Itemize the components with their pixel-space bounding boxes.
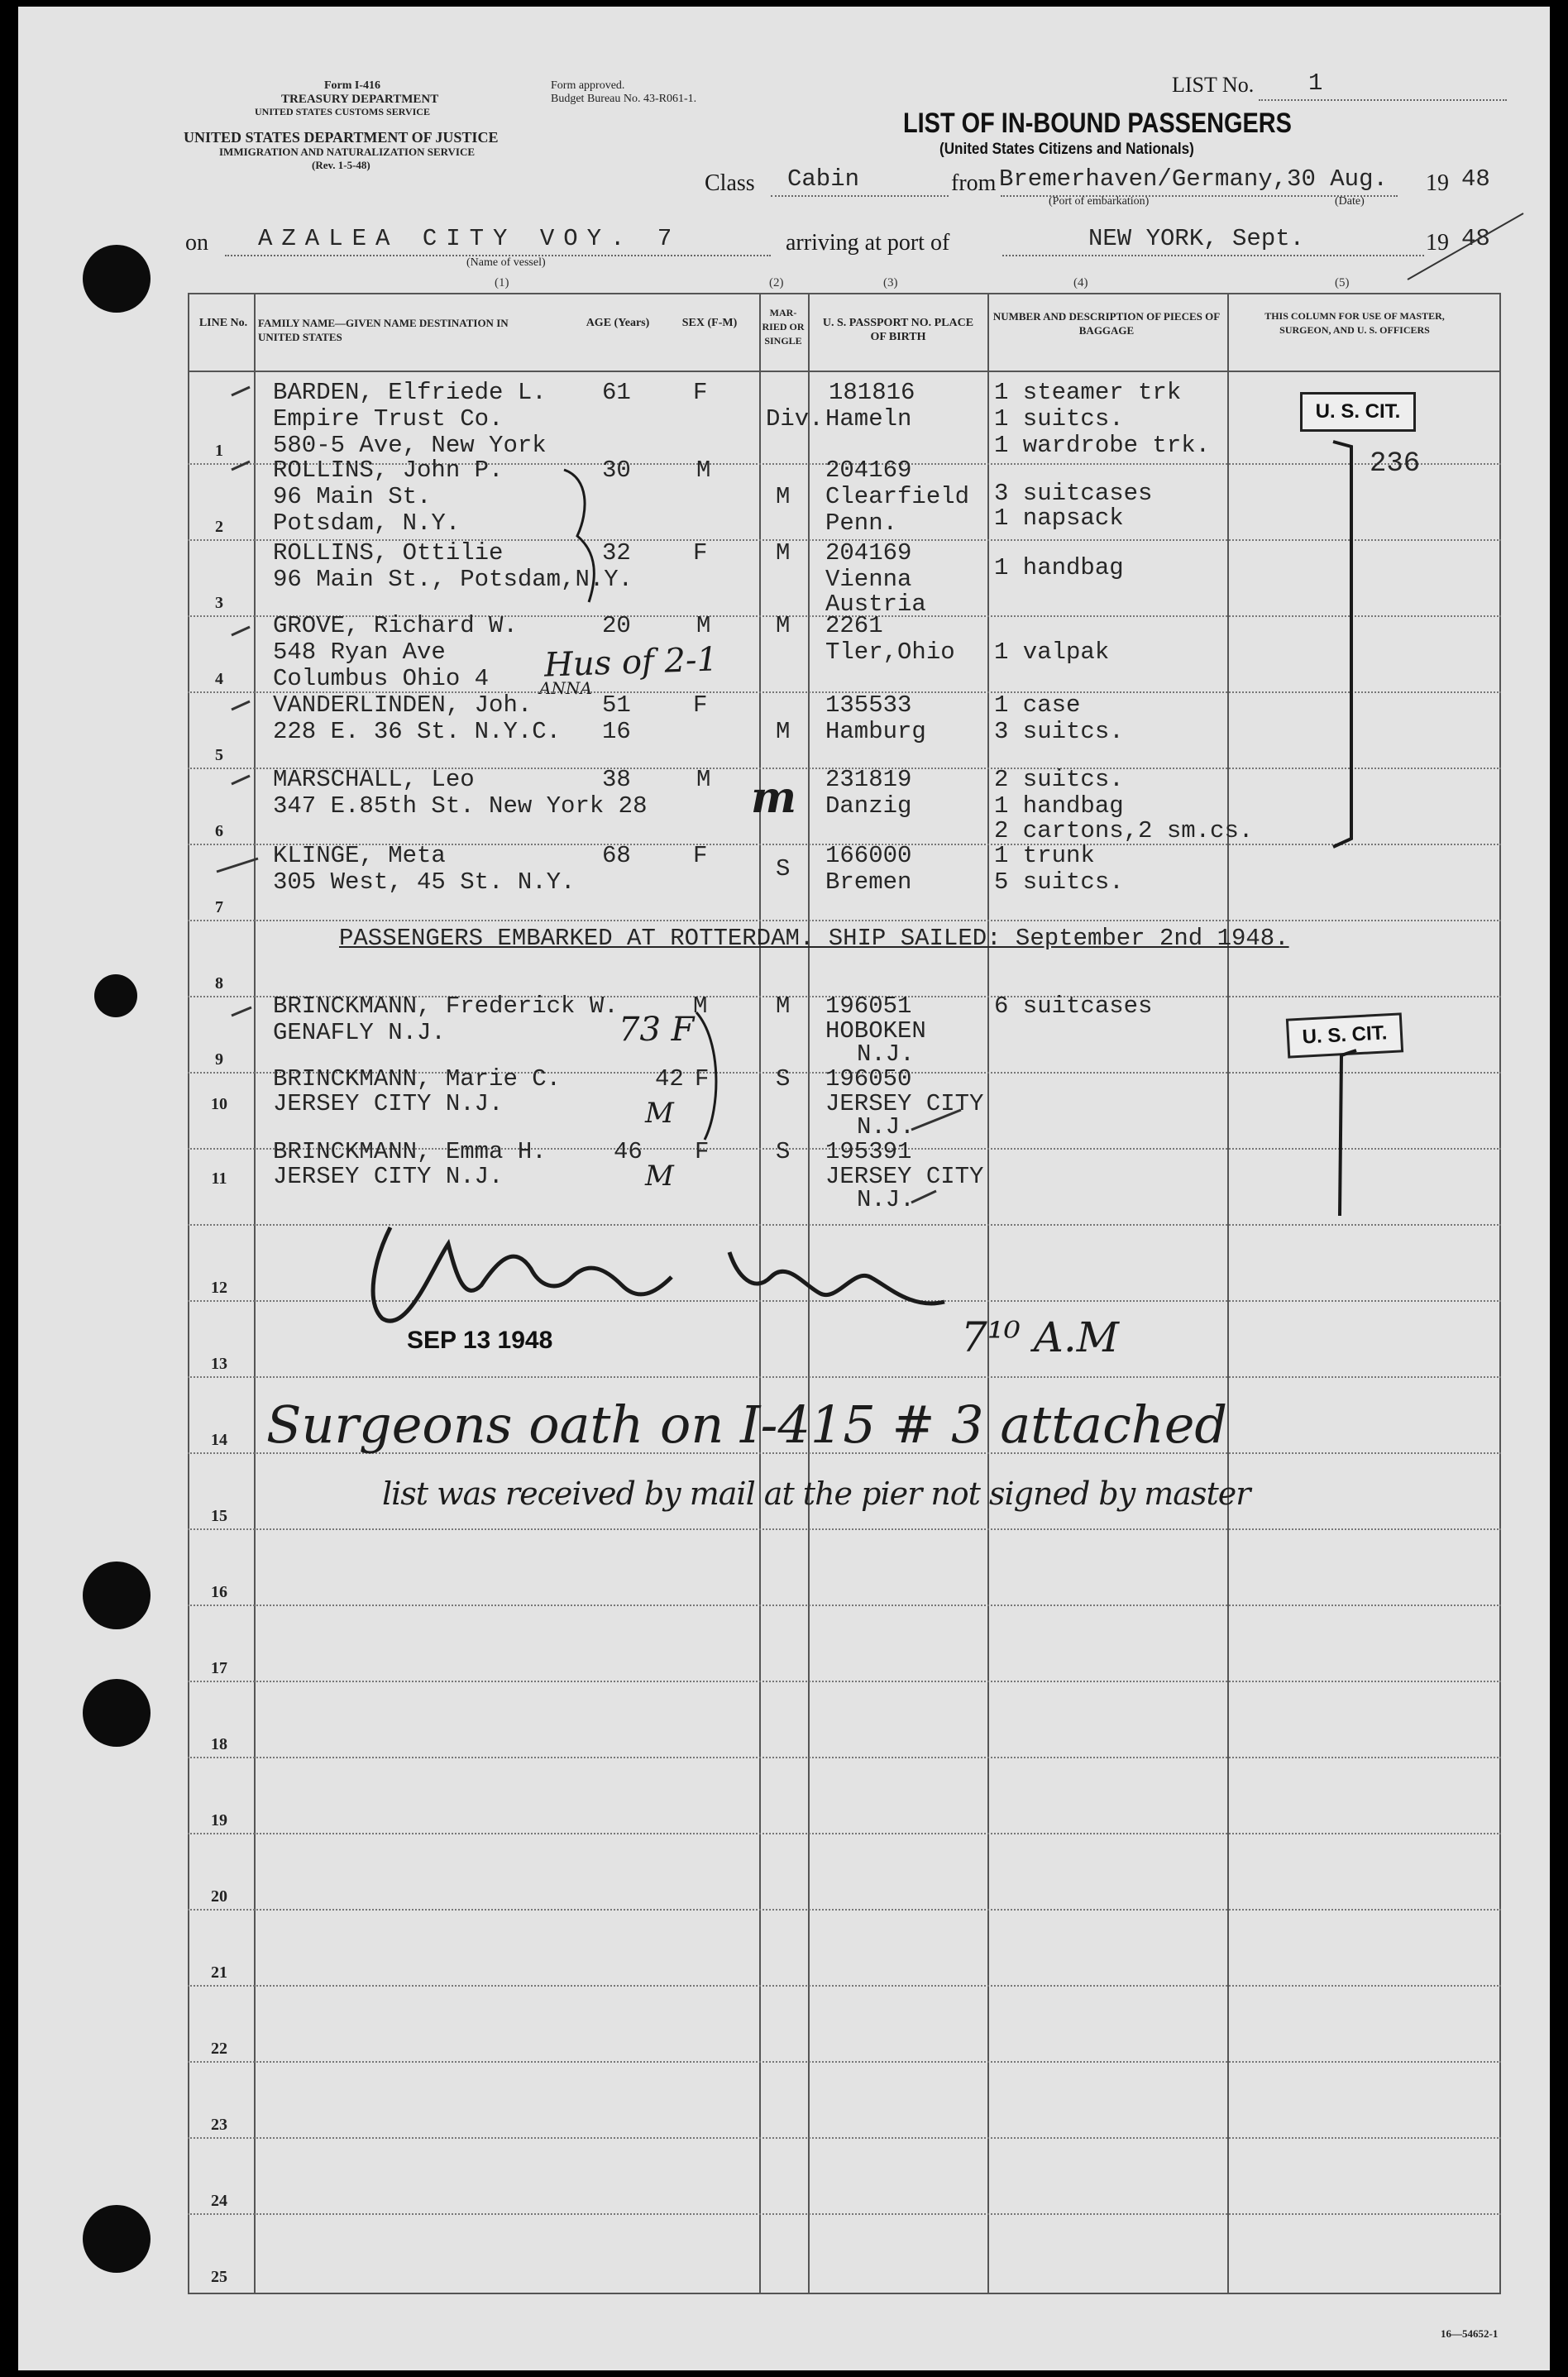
handwritten-surgeons-oath: Surgeons oath on I-415 # 3 attached: [266, 1394, 1228, 1455]
row-number: 22: [211, 2040, 227, 2058]
passenger-destination: Potsdam, N.Y.: [273, 509, 461, 537]
passenger-sex: F: [695, 1065, 710, 1093]
col-number-5: (5): [1335, 276, 1350, 289]
passenger-destination: 347 E.85th St. New York 28: [273, 792, 648, 820]
place-of-birth: Bremen: [825, 868, 912, 896]
vessel-year-prefix: 19: [1426, 230, 1449, 256]
passenger-name: ROLLINS, Ottilie: [273, 539, 504, 567]
passenger-age: 20: [602, 612, 631, 639]
header-name: FAMILY NAME—GIVEN NAME DESTINATION IN UNITED STATES: [258, 317, 509, 343]
passenger-sex: M: [696, 457, 711, 484]
port-caption: (Port of embarkation): [1049, 195, 1150, 208]
revision: (Rev. 1-5-48): [312, 159, 370, 171]
row-number: 20: [211, 1887, 227, 1906]
passenger-sex: M: [696, 766, 711, 793]
row-number: 19: [211, 1811, 227, 1829]
passenger-name: BARDEN, Elfriede L.: [273, 379, 547, 406]
rotterdam-note: PASSENGERS EMBARKED AT ROTTERDAM. SHIP SAILED: September 2nd 1948.: [339, 925, 1289, 952]
passenger-age: 42: [655, 1065, 684, 1093]
baggage-item: 6 suitcases: [994, 992, 1153, 1020]
passenger-destination: 96 Main St.: [273, 483, 432, 510]
vessel-name: AZALEA CITY VOY. 7: [258, 225, 681, 252]
vessel-year-value: 48: [1461, 225, 1490, 252]
baggage-item: 1 wardrobe trk.: [994, 432, 1211, 459]
passport-number: 135533: [825, 691, 912, 719]
place-of-birth: N.J.: [857, 1113, 915, 1141]
place-of-birth: Tler,Ohio: [825, 638, 955, 666]
passenger-age: 51: [602, 691, 631, 719]
passenger-name: BRINCKMANN, Frederick W.: [273, 992, 619, 1020]
place-of-birth: Danzig: [825, 792, 912, 820]
handwritten-age: 73 F: [619, 1011, 695, 1049]
passenger-name: ROLLINS, John P.: [273, 457, 504, 484]
passport-number: 196050: [825, 1065, 912, 1093]
handwritten-hus-of: Hus of 2-1: [543, 640, 719, 685]
place-of-birth: JERSEY CITY: [825, 1090, 984, 1117]
budget-bureau: Budget Bureau No. 43-R061-1.: [551, 93, 697, 105]
row-number: 16: [211, 1583, 227, 1601]
handwritten-mail-note: list was received by mail at the pier not signed by master: [382, 1475, 1250, 1512]
passenger-name: MARSCHALL, Leo: [273, 766, 475, 793]
passport-number: 181816: [829, 379, 915, 406]
treasury-dept: TREASURY DEPARTMENT: [281, 93, 439, 106]
row-number: 14: [211, 1431, 227, 1449]
place-of-birth: JERSEY CITY: [825, 1163, 984, 1190]
baggage-item: 1 suitcs.: [994, 405, 1124, 433]
place-of-birth: Hameln: [825, 405, 912, 433]
passenger-marital: Div.: [766, 405, 824, 433]
row-number: 2: [215, 518, 223, 536]
passenger-marital: M: [776, 718, 791, 745]
form-approved: Form approved.: [551, 79, 625, 92]
from-label: from: [951, 170, 997, 196]
annotation-strokes-icon: [18, 7, 1550, 2370]
header-married: MAR-RIED OR SINGLE: [762, 307, 805, 347]
baggage-item: 3 suitcases: [994, 480, 1153, 507]
us-cit-stamp: U. S. CIT.: [1286, 1012, 1403, 1058]
row-number: 8: [215, 974, 223, 992]
class-year-value: 48: [1461, 165, 1490, 193]
handwritten-anna: ANNA: [539, 678, 592, 698]
passenger-age-2: 16: [602, 718, 631, 745]
baggage-item: 5 suitcs.: [994, 868, 1124, 896]
row-number: 9: [215, 1050, 223, 1069]
passenger-sex: F: [693, 379, 708, 406]
passport-number: 204169: [825, 457, 912, 484]
row-number: 1: [215, 442, 223, 460]
passenger-marital: M: [776, 483, 791, 510]
footer-code: 16—54652-1: [1441, 2327, 1499, 2340]
passenger-sex: F: [693, 539, 708, 567]
header-sex: SEX (F-M): [681, 317, 738, 329]
vessel-caption: (Name of vessel): [466, 256, 546, 269]
passenger-sex: F: [693, 691, 708, 719]
passenger-sex: F: [693, 842, 708, 869]
passenger-age: 61: [602, 379, 631, 406]
header-line-no: LINE No.: [198, 317, 248, 329]
form-number: Form I-416: [324, 79, 381, 92]
baggage-item: 1 case: [994, 691, 1081, 719]
arriving-label: arriving at port of: [786, 230, 950, 256]
us-cit-stamp: U. S. CIT.: [1300, 392, 1416, 432]
row-number: 10: [211, 1095, 227, 1113]
passport-number: 231819: [825, 766, 912, 793]
place-of-birth: N.J.: [857, 1040, 915, 1068]
passenger-name: VANDERLINDEN, Joh.: [273, 691, 533, 719]
row-number: 18: [211, 1735, 227, 1753]
passenger-destination: JERSEY CITY N.J.: [273, 1163, 504, 1190]
header-passport: U. S. PASSPORT NO. PLACE OF BIRTH: [822, 317, 974, 343]
baggage-item: 1 steamer trk: [994, 379, 1182, 406]
class-value: Cabin: [787, 165, 860, 193]
passport-number: 2261: [825, 612, 883, 639]
passenger-name: GROVE, Richard W.: [273, 612, 518, 639]
place-of-birth: HOBOKEN: [825, 1017, 926, 1045]
customs-service: UNITED STATES CUSTOMS SERVICE: [255, 106, 430, 117]
class-year-prefix: 19: [1426, 170, 1449, 196]
handwritten-sex: M: [645, 1097, 674, 1130]
passenger-destination: 228 E. 36 St. N.Y.C.: [273, 718, 562, 745]
passenger-destination: Empire Trust Co.: [273, 405, 504, 433]
baggage-item: 1 napsack: [994, 505, 1124, 532]
row-number: 24: [211, 2192, 227, 2210]
passenger-age: 30: [602, 457, 631, 484]
place-of-birth: N.J.: [857, 1186, 915, 1213]
row-number: 15: [211, 1507, 227, 1525]
baggage-item: 2 cartons,2 sm.cs.: [994, 817, 1254, 844]
handwritten-time: 7¹⁰ A.M: [961, 1313, 1119, 1361]
passenger-marital: M: [776, 612, 791, 639]
col-number-4: (4): [1073, 276, 1088, 289]
passenger-marital: M: [776, 539, 791, 567]
place-of-birth: Penn.: [825, 509, 898, 537]
passenger-name: BRINCKMANN, Emma H.: [273, 1138, 547, 1165]
row-number: 17: [211, 1659, 227, 1677]
row-number: 4: [215, 670, 223, 688]
place-of-birth: Austria: [825, 591, 926, 618]
form-subtitle: (United States Citizens and Nationals): [939, 141, 1194, 158]
baggage-item: 1 handbag: [994, 792, 1124, 820]
place-of-birth: Vienna: [825, 566, 912, 593]
baggage-item: 3 suitcs.: [994, 718, 1124, 745]
baggage-item: 1 valpak: [994, 638, 1110, 666]
row-number: 6: [215, 822, 223, 840]
passenger-age: 38: [602, 766, 631, 793]
handwritten-sex: M: [645, 1160, 674, 1193]
header-officers: THIS COLUMN FOR USE OF MASTER, SURGEON, AND U. S. OFFICERS: [1264, 310, 1445, 336]
date-stamp: SEP 13 1948: [407, 1327, 553, 1354]
header-age: AGE (Years): [586, 317, 650, 329]
row-number: 25: [211, 2268, 227, 2286]
row-number: 12: [211, 1279, 227, 1297]
officer-number: 236: [1370, 448, 1421, 480]
passport-number: 166000: [825, 842, 912, 869]
row-number: 23: [211, 2116, 227, 2134]
place-of-birth: Clearfield: [825, 483, 970, 510]
form-title: LIST OF IN-BOUND PASSENGERS: [903, 108, 1292, 139]
row-number: 11: [211, 1169, 227, 1188]
passenger-name: KLINGE, Meta: [273, 842, 446, 869]
row-number: 5: [215, 746, 223, 764]
passport-number: 204169: [825, 539, 912, 567]
passenger-sex: M: [696, 612, 711, 639]
passenger-marital: S: [776, 1065, 791, 1093]
justice-dept: UNITED STATES DEPARTMENT OF JUSTICE: [184, 129, 499, 146]
passenger-destination: 548 Ryan Ave: [273, 638, 446, 666]
list-no-value: 1: [1308, 69, 1323, 97]
passenger-sex: F: [695, 1138, 710, 1165]
arrival-port: NEW YORK, Sept.: [1088, 225, 1305, 252]
baggage-item: 1 trunk: [994, 842, 1095, 869]
row-number: 21: [211, 1963, 227, 1982]
passenger-marital: M: [776, 992, 791, 1020]
passenger-destination: 305 West, 45 St. N.Y.: [273, 868, 576, 896]
on-label: on: [185, 230, 208, 256]
passenger-name: BRINCKMANN, Marie C.: [273, 1065, 562, 1093]
row-number: 3: [215, 594, 223, 612]
handwritten-mark: m: [751, 772, 797, 823]
col-number-3: (3): [883, 276, 898, 289]
date-caption: (Date): [1335, 195, 1365, 208]
passenger-destination: Columbus Ohio 4: [273, 665, 490, 692]
passenger-age: 68: [602, 842, 631, 869]
ins-service: IMMIGRATION AND NATURALIZATION SERVICE: [219, 146, 476, 158]
passenger-marital: S: [776, 1138, 791, 1165]
place-of-birth: Hamburg: [825, 718, 926, 745]
list-no-label: LIST No.: [1172, 73, 1255, 97]
manifest-page: [18, 7, 1550, 2370]
passenger-destination: 96 Main St., Potsdam,N.Y.: [273, 566, 633, 593]
passenger-marital: S: [776, 855, 791, 882]
row-number: 7: [215, 898, 223, 916]
port-of-embarkation: Bremerhaven/Germany,30 Aug.: [999, 165, 1388, 193]
baggage-item: 2 suitcs.: [994, 766, 1124, 793]
passenger-destination: JERSEY CITY N.J.: [273, 1090, 504, 1117]
passenger-sex: M: [693, 992, 708, 1020]
passenger-destination: 580-5 Ave, New York: [273, 432, 547, 459]
row-number: 13: [211, 1355, 227, 1373]
passenger-age: 46: [614, 1138, 643, 1165]
passport-number: 196051: [825, 992, 912, 1020]
passenger-age: 32: [602, 539, 631, 567]
col-number-1: (1): [495, 276, 509, 289]
passenger-destination: GENAFLY N.J.: [273, 1019, 446, 1046]
col-number-2: (2): [769, 276, 784, 289]
header-baggage: NUMBER AND DESCRIPTION OF PIECES OF BAGGAGE: [992, 310, 1221, 337]
baggage-item: 1 handbag: [994, 554, 1124, 581]
passport-number: 195391: [825, 1138, 912, 1165]
class-label: Class: [705, 170, 755, 196]
